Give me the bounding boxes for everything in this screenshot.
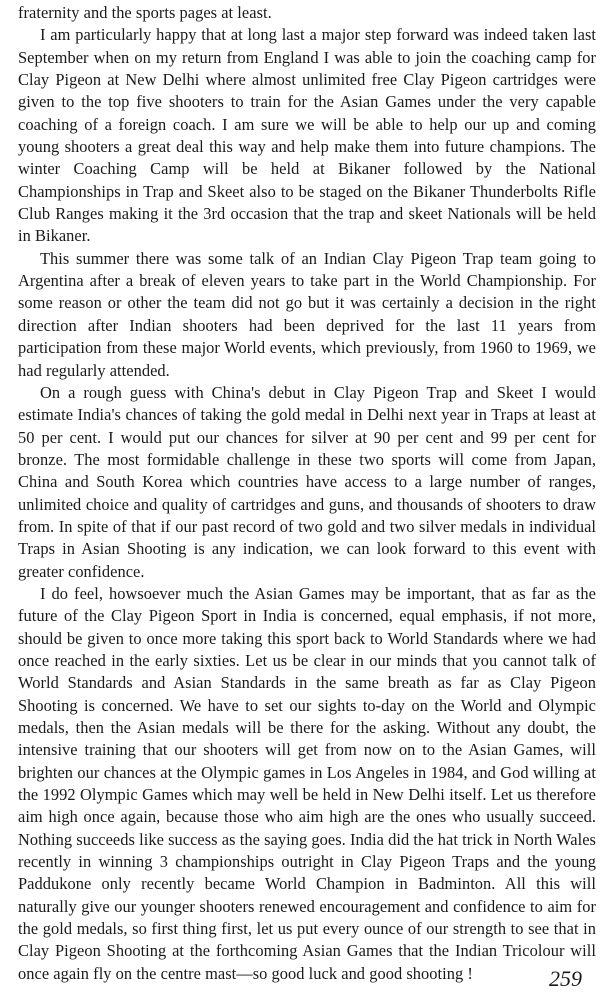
page-number: 259 bbox=[549, 966, 582, 991]
paragraph-3: This summer there was some talk of an Indian Clay Pigeon Trap team going to Argentina after a break of eleven years to take part in the World Championship. For some reason or other the team did not go but it was certainly a decision in the right direction after Indian shooters had been deprived for the last 11 years from participation from these major World events, which previously, from 1960 to 1969, we had regularly attended. bbox=[18, 248, 596, 380]
paragraph-2: I am particularly happy that at long last a major step forward was indeed taken last September when on my return from England I was able to join the coaching camp for Clay Pigeon at New Delhi where almost unlimited free Clay Pigeon cartridges were given to the top five shooters to train for the Asian Games under the very capable coaching of a foreign coach. I am sure we will be able to help our up and coming young shooters a great deal this way and help make them into future champions. The winter Coaching Camp will be held at Bikaner followed by the National Championships in Trap and Skeet also to be staged on the Bikaner Thunderbolts Rifle Club Ranges making it the 3rd occasion that the trap and skeet Nationals will be held in Bikaner. bbox=[18, 25, 596, 246]
paragraph-1: fraternity and the sports pages at least. bbox=[18, 3, 272, 22]
paragraph-5: I do feel, howsoever much the Asian Games may be important, that as far as the future of the Clay Pigeon Sport in India is concerned, equal emphasis, if not more, should be given to once more taking this sport back to World Standards where we had once reached in the early sixties. Let us be clear in our minds that you cannot talk of World Standards and Asian Standards in the same breath as far as Clay Pigeon Shooting is concerned. We have to set our sights to-day on the World and Olympic medals, then the Asian medals will be there for the asking. Without any doubt, the intensive training that our shooters will get from now on to the Asian Games, will brighten our chances at the Olympic games in Los Angeles in 1984, and God willing at the 1992 Olympic Games which may well be held in New Delhi itself. Let us therefore aim high once again, because those who aim high are the ones who usually succeed. Nothing succeeds like success as the saying goes. India did the hat trick in North Wales recently in winning 3 championships outright in Clay Pigeon Traps and the young Paddukone only recently became World Champion in Badminton. All this will naturally give our younger shooters renewed encouragement and confidence to aim for the gold medals, so first thing first, let us put every ounce of our strength to see that in Clay Pigeon Shooting at the forthcoming Asian Games that the Indian Tricolour will once again fly on the centre mast—so good luck and good shooting ! bbox=[18, 583, 596, 983]
body-text bbox=[18, 2, 596, 985]
paragraph-4: On a rough guess with China's debut in Clay Pigeon Trap and Skeet I would estimate India's chances of taking the gold medal in Delhi next year in Traps at least at 50 per cent. I would put our chances for silver at 90 per cent and 99 per cent for bronze. The most formidable challenge in these two sports will come from Japan, China and South Korea which countries have access to a large number of ranges, unlimited choice and quality of cartridges and guns, and thousands of shooters to draw from. In spite of that if our past record of two gold and two silver medals in individual Traps in Asian Shooting is any indication, we can look forward to this event with greater confidence. bbox=[18, 382, 596, 581]
